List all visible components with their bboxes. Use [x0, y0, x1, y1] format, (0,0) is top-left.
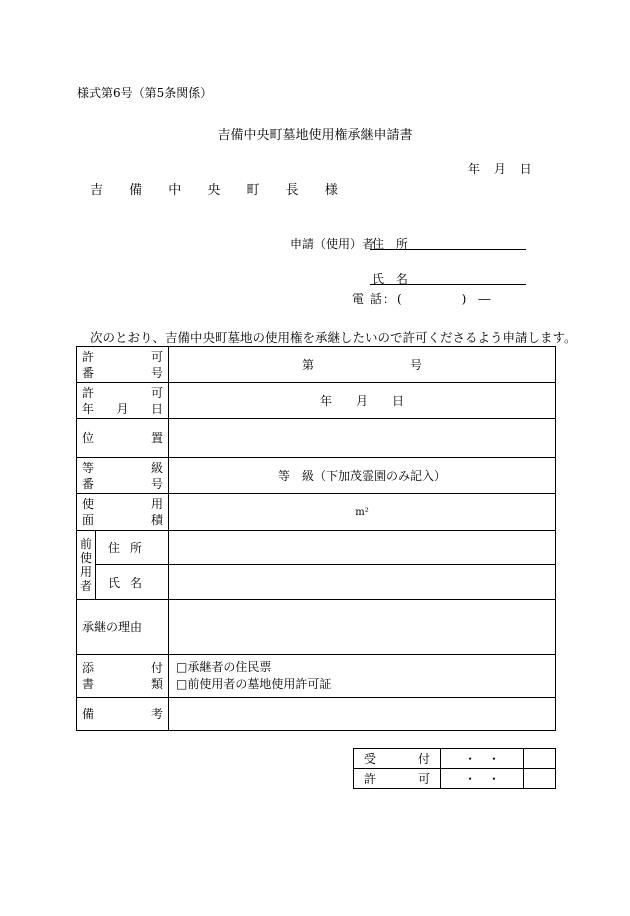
attachments-label: 添 付 書 類: [77, 655, 169, 698]
applicant-label: 申請（使用）者: [290, 237, 375, 251]
row-prev-name: [77, 565, 556, 600]
row-remarks: [77, 698, 556, 731]
reason-label: 承継の理由: [77, 600, 169, 655]
location-label: 位 置: [77, 419, 169, 458]
permitted-date[interactable]: ・ ・: [441, 769, 524, 789]
row-reason: [77, 600, 556, 655]
attachments-list: [169, 655, 556, 698]
area-value[interactable]: m²: [169, 494, 556, 531]
applicant-phone-label: 電 話：: [352, 292, 396, 306]
reason-value[interactable]: [169, 600, 556, 655]
addressee: 吉 備 中 央 町 長 様: [90, 183, 349, 198]
applicant-name-field[interactable]: [370, 269, 526, 285]
remarks-value[interactable]: [169, 698, 556, 731]
grade-label: 等 級 番 号: [77, 458, 169, 494]
row-permit-number: [77, 347, 556, 383]
receipt-table: [353, 748, 556, 789]
permit-number-value[interactable]: 第 号: [169, 347, 556, 383]
received-stamp[interactable]: [524, 749, 556, 769]
remarks-label: 備 考: [77, 698, 169, 731]
permitted-stamp[interactable]: [524, 769, 556, 789]
permit-number-label: 許 可 番 号: [77, 347, 169, 383]
prev-name-label: 氏名: [96, 565, 169, 600]
row-area: [77, 494, 556, 531]
permit-date-value[interactable]: 年 月 日: [169, 383, 556, 419]
permitted-label: 許 可: [354, 769, 441, 789]
row-grade: [77, 458, 556, 494]
receipt-row-permitted: [354, 769, 556, 789]
receipt-row-received: [354, 749, 556, 769]
area-label: 使 用 面 積: [77, 494, 169, 531]
applicant-address-field[interactable]: [370, 234, 526, 250]
received-label: 受 付: [354, 749, 441, 769]
attachment-resident-record[interactable]: □承継者の住民票: [176, 660, 272, 674]
form-number: 様式第6号（第5条関係）: [77, 86, 213, 100]
applicant-address-label: 住 所: [372, 237, 412, 251]
application-table: [76, 346, 556, 731]
prev-address-value[interactable]: [169, 531, 556, 565]
row-prev-address: [77, 531, 556, 565]
row-location: [77, 419, 556, 458]
row-permit-date: [77, 383, 556, 419]
permit-date-label: 許 可 年 月 日: [77, 383, 169, 419]
location-value[interactable]: [169, 419, 556, 458]
row-attachments: [77, 655, 556, 698]
applicant-name-label: 氏 名: [372, 272, 412, 286]
prev-user-label: 前 使 用 者: [77, 531, 96, 600]
prev-name-value[interactable]: [169, 565, 556, 600]
applicant-phone-field[interactable]: ( ) ―: [397, 292, 491, 306]
prev-address-label: 住所: [96, 531, 169, 565]
received-date[interactable]: ・ ・: [441, 749, 524, 769]
attachment-grave-permit[interactable]: □前使用者の墓地使用許可証: [176, 677, 332, 691]
application-date: 年 月 日: [468, 162, 532, 176]
grade-value[interactable]: 等 級（下加茂霊園のみ記入）: [169, 458, 556, 494]
intro-text: 次のとおり、吉備中央町墓地の使用権を承継したいので許可くださるよう申請します。: [90, 330, 577, 345]
page-title: 吉備中央町墓地使用権承継申請書: [217, 128, 413, 143]
